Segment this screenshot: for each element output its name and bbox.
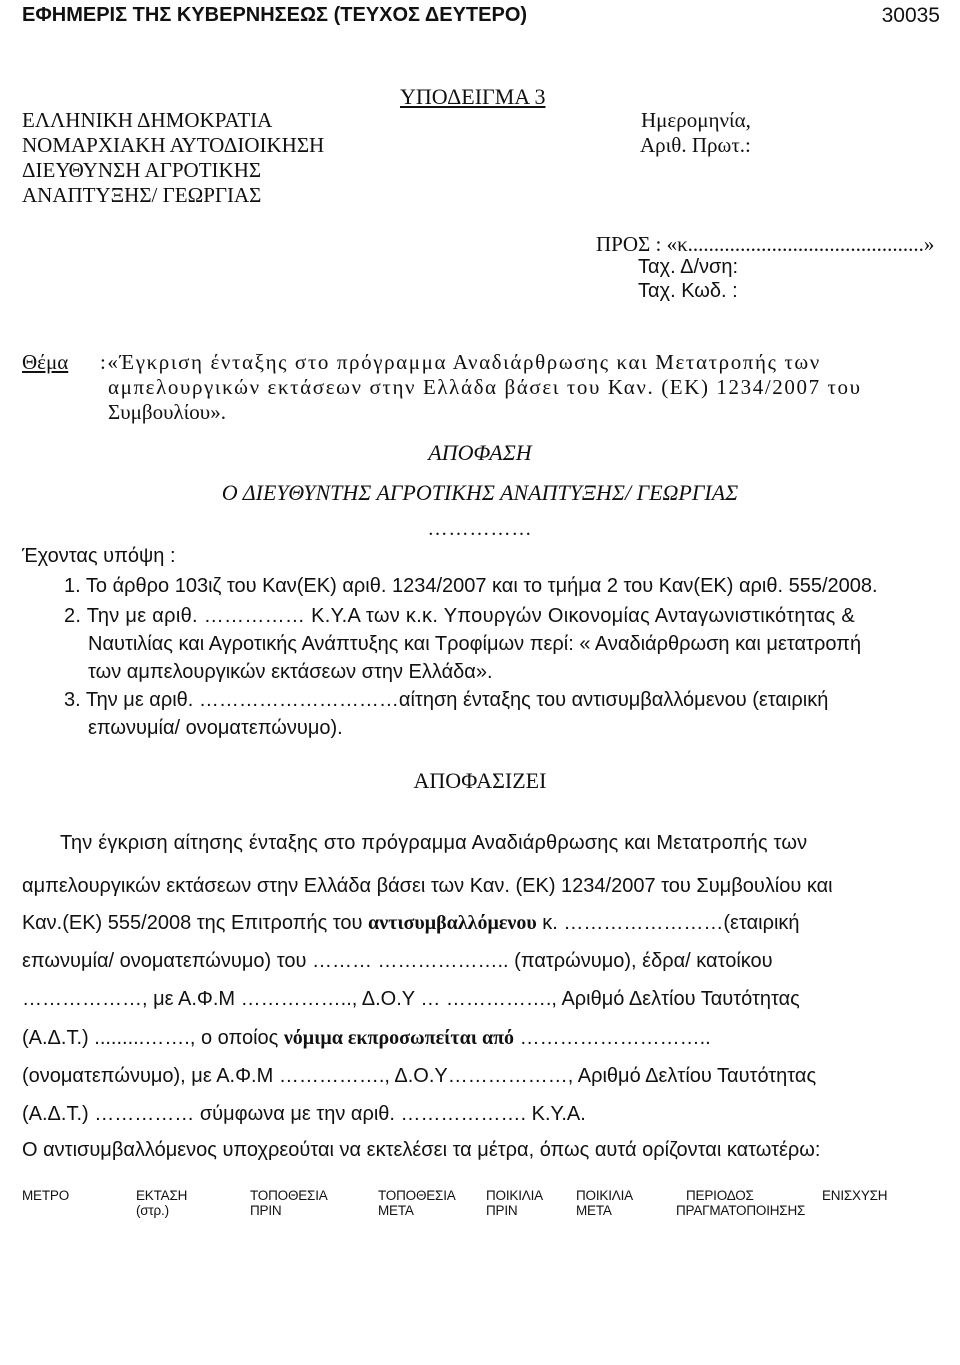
column-header-line: ΠΟΙΚΙΛΙΑ xyxy=(486,1188,543,1203)
decision-line-5: ………………, με Α.Φ.Μ …………….., Δ.Ο.Υ … ……………., Αριθμό Δελτίου Ταυτότητας xyxy=(22,988,800,1010)
recipient-to: ΠΡΟΣ : «κ.............................................» xyxy=(596,232,935,256)
column-header-line: ΠΡΙΝ xyxy=(486,1203,518,1218)
considering-label: Έχοντας υπόψη : xyxy=(22,545,176,567)
column-header-line: ΤΟΠΟΘΕΣΙΑ xyxy=(378,1188,456,1203)
issuer-line: ΔΙΕΥΘΥΝΣΗ ΑΓΡΟΤΙΚΗΣ xyxy=(22,158,262,182)
column-header-area xyxy=(136,1188,187,1218)
column-header-line: ΠΟΙΚΙΛΙΑ xyxy=(576,1188,633,1203)
decision-line-3-c: κ. ……………………(εταιρική xyxy=(542,912,800,934)
column-header-measure xyxy=(22,1188,69,1203)
issuer-line: ΑΝΑΠΤΥΞΗΣ/ ΓΕΩΡΓΙΑΣ xyxy=(22,183,262,207)
decision-line-6 xyxy=(22,1027,711,1050)
subject-text: :«Έγκριση ένταξης στο πρόγραμμα Αναδιάρθρωσης και Μετατροπής των xyxy=(100,350,821,374)
column-header-line: ΜΕΤΡΟ xyxy=(22,1188,70,1203)
decision-line-6-a: (Α.Δ.Τ.) .........……., ο οποίος xyxy=(22,1027,279,1049)
recipient-postcode: Ταχ. Κωδ. : xyxy=(638,280,738,302)
column-header-line: (στρ.) xyxy=(136,1203,169,1218)
decision-line-8: (Α.Δ.Τ.) …………… σύμφωνα με την αριθ. ………………. Κ.Υ.Α. xyxy=(22,1103,586,1125)
page-number: 30035 xyxy=(881,4,940,27)
decision-line-1: Την έγκριση αίτησης ένταξης στο πρόγραμμα Αναδιάρθρωσης και Μετατροπής των xyxy=(60,832,808,854)
decision-line-3 xyxy=(22,912,800,935)
decides-title: ΑΠΟΦΑΣΙΖΕΙ xyxy=(413,768,547,793)
date-block xyxy=(640,108,751,158)
column-header-line: ΜΕΤΑ xyxy=(378,1203,414,1218)
considering-item-2-line-1: 2. Την με αριθ. …………… Κ.Υ.Α των κ.κ. Υπουργών Οικονομίας Ανταγωνιστικότητας & xyxy=(64,605,856,627)
subject-label: Θέμα xyxy=(22,350,69,374)
decision-line-4: επωνυμία/ ονοματεπώνυμο) του ……… ……………….. (πατρώνυμο), έδρα/ κατοίκου xyxy=(22,950,773,972)
column-header-location-before xyxy=(250,1188,328,1218)
considering-item-2-line-3: των αμπελουργικών εκτάσεων στην Ελλάδα». xyxy=(88,661,493,683)
column-header-line: ΠΡΑΓΜΑΤΟΠΟΙΗΣΗΣ xyxy=(676,1203,806,1218)
issuer-line: ΝΟΜΑΡΧΙΑΚΗ ΑΥΤΟΔΙΟΙΚΗΣΗ xyxy=(22,133,325,157)
considering-item-3-line-1: 3. Την με αριθ. …………………………αίτηση ένταξης του αντισυμβαλλόμενου (εταιρική xyxy=(64,689,829,711)
issuer-block xyxy=(22,108,324,208)
considering-item-3-line-2: επωνυμία/ ονοματεπώνυμο). xyxy=(88,717,343,739)
column-header-line: ΜΕΤΑ xyxy=(576,1203,612,1218)
decision-line-6-c: ……………………….. xyxy=(519,1027,711,1049)
decision-line-3-bold: αντισυμβαλλόμενου xyxy=(368,912,537,934)
column-header-location-after xyxy=(378,1188,456,1218)
decision-line-3-a: Καν.(ΕΚ) 555/2008 της Επιτροπής του xyxy=(22,912,363,934)
column-header-line: ΠΕΡΙΟΔΟΣ xyxy=(686,1188,754,1203)
decision-line-6-bold: νόμιμα εκπροσωπείται από xyxy=(283,1027,515,1049)
decision-line-9: Ο αντισυμβαλλόμενος υποχρεούται να εκτελέσει τα μέτρα, όπως αυτά ορίζονται κατωτέρω: xyxy=(22,1139,821,1161)
protocol-number-label: Αριθ. Πρωτ.: xyxy=(640,133,751,157)
issuer-line: ΕΛΛΗΝΙΚΗ ΔΗΜΟΚΡΑΤΙΑ xyxy=(22,108,273,132)
recipient-address: Ταχ. Δ/νση: xyxy=(638,256,739,278)
dots-separator: …………… xyxy=(427,518,533,540)
decision-title: ΑΠΟΦΑΣΗ xyxy=(428,440,532,465)
considering-item-1: 1. Το άρθρο 103ιζ του Καν(ΕΚ) αριθ. 1234/2007 και το τμήμα 2 του Καν(ΕΚ) αριθ. 555/2008. xyxy=(64,575,878,597)
column-header-line: ΕΚΤΑΣΗ xyxy=(136,1188,188,1203)
column-header-line: ΕΝΙΣΧΥΣΗ xyxy=(822,1188,888,1203)
considering-item-2-line-2: Ναυτιλίας και Αγροτικής Ανάπτυξης και Τροφίμων περί: « Αναδιάρθρωση και μετατροπή xyxy=(88,633,862,655)
column-header-period xyxy=(676,1188,805,1218)
column-header-line: ΠΡΙΝ xyxy=(250,1203,282,1218)
director-title: Ο ΔΙΕΥΘΥΝΤΗΣ ΑΓΡΟΤΙΚΗΣ ΑΝΑΠΤΥΞΗΣ/ ΓΕΩΡΓΙΑΣ xyxy=(221,480,739,505)
column-header-subsidy xyxy=(822,1188,887,1203)
model-title: ΥΠΟΔΕΙΓΜΑ 3 xyxy=(400,84,546,109)
decision-line-7: (ονοματεπώνυμο), με Α.Φ.Μ ……………., Δ.Ο.Υ………………, Αριθμό Δελτίου Ταυτότητας xyxy=(22,1065,817,1087)
column-header-variety-after xyxy=(576,1188,633,1218)
date-label: Ημερομηνία, xyxy=(640,108,751,132)
column-header-line: ΤΟΠΟΘΕΣΙΑ xyxy=(250,1188,328,1203)
column-header-variety-before xyxy=(486,1188,543,1218)
subject-line-2: αμπελουργικών εκτάσεων στην Ελλάδα βάσει του Καν. (ΕΚ) 1234/2007 του xyxy=(108,375,862,399)
subject-line-1 xyxy=(100,350,940,375)
subject-line-3: Συμβουλίου». xyxy=(108,400,226,424)
gazette-header: ΕΦΗΜΕΡΙΣ ΤΗΣ ΚΥΒΕΡΝΗΣΕΩΣ (ΤΕΥΧΟΣ ΔΕΥΤΕΡΟ) xyxy=(22,4,528,26)
decision-line-2: αμπελουργικών εκτάσεων στην Ελλάδα βάσει των Καν. (ΕΚ) 1234/2007 του Συμβουλίου και xyxy=(22,875,833,897)
